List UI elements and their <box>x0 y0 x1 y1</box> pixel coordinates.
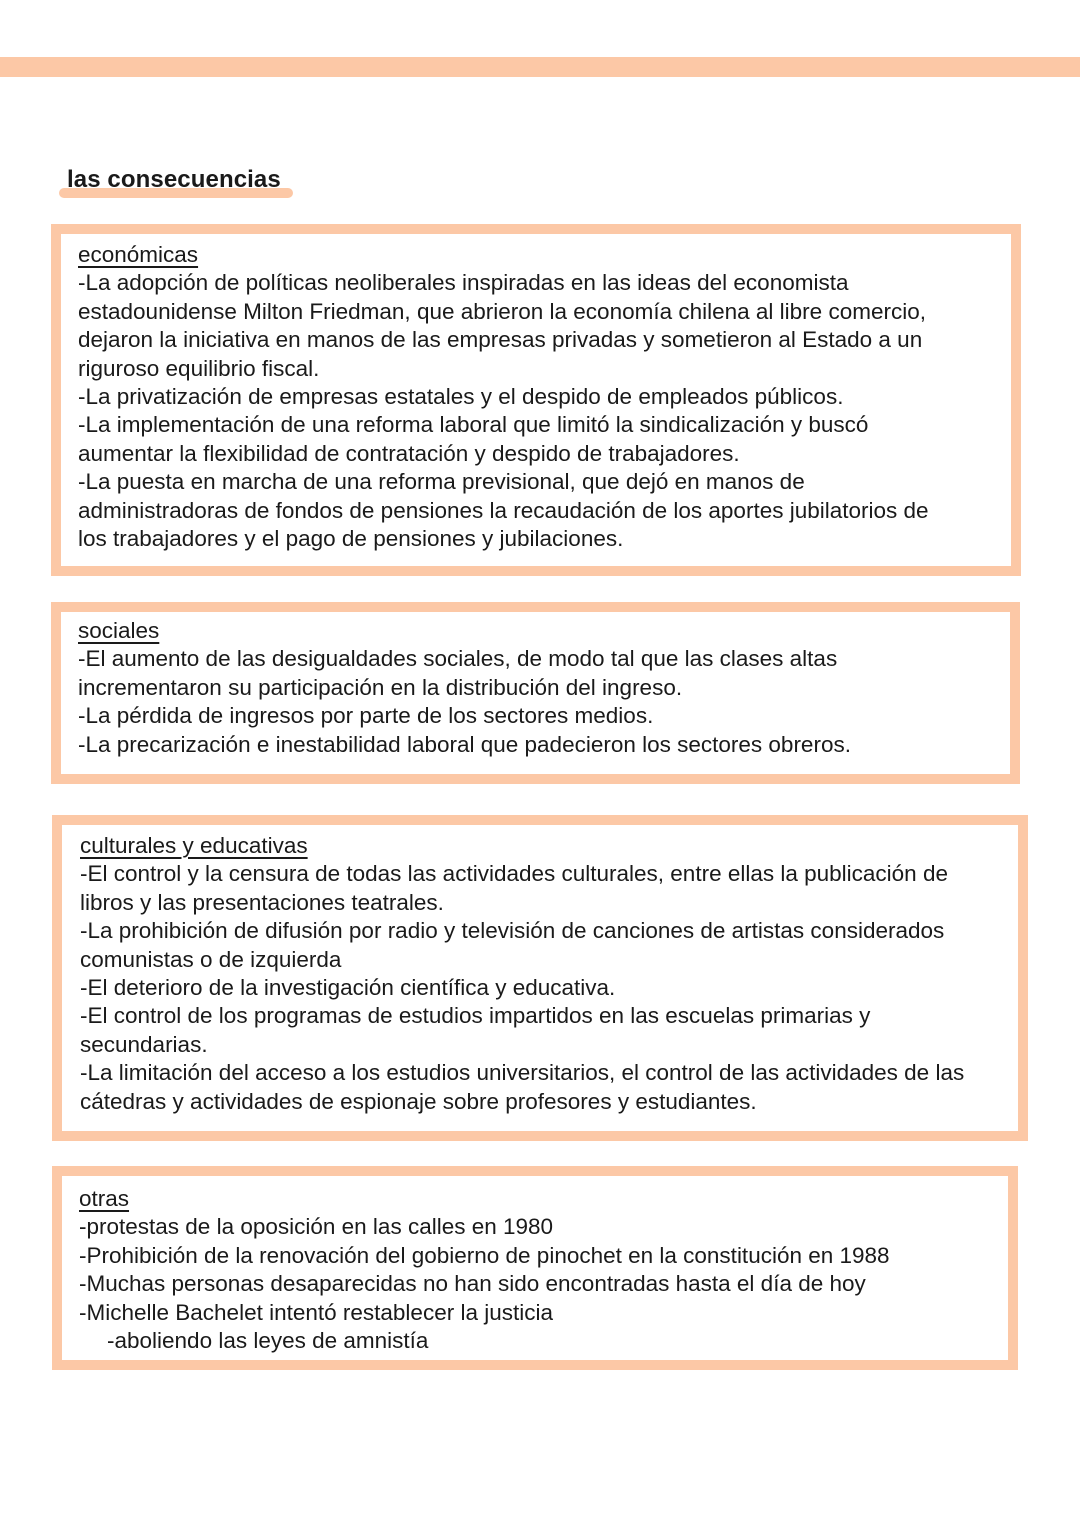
text-line: estadounidense Milton Friedman, que abrieron la economía chilena al libre comercio, <box>78 298 926 324</box>
text-line: aumentar la flexibilidad de contratación y despido de trabajadores. <box>78 440 740 466</box>
text-line: -El control de los programas de estudios impartidos en las escuelas primarias y <box>80 1003 871 1029</box>
text-line: dejaron la iniciativa en manos de las empresas privadas y sometieron al Estado a un <box>78 327 923 353</box>
text-line: -La adopción de políticas neoliberales inspiradas en las ideas del economista <box>78 270 849 296</box>
section-sociales <box>51 602 1020 784</box>
heading-text: las consecuencias <box>67 166 281 193</box>
text-line: -Muchas personas desaparecidas no han sido encontradas hasta el día de hoy <box>79 1271 866 1297</box>
text-line: -La puesta en marcha de una reforma previsional, que dejó en manos de <box>78 469 805 495</box>
text-line: -Prohibición de la renovación del gobierno de pinochet en la constitución en 1988 <box>79 1242 890 1268</box>
section-culturales <box>52 815 1028 1141</box>
text-line: -La prohibición de difusión por radio y televisión de canciones de artistas considerados <box>80 918 945 944</box>
section-otras-content <box>79 1185 890 1355</box>
text-line: -El control y la censura de todas las actividades culturales, entre ellas la publicación de <box>80 861 948 887</box>
text-line: cátedras y actividades de espionaje sobre profesores y estudiantes. <box>80 1088 757 1114</box>
text-line: libros y las presentaciones teatrales. <box>80 889 444 915</box>
section-economicas-content <box>78 241 929 553</box>
text-line: comunistas o de izquierda <box>80 946 342 972</box>
top-accent-bar <box>0 57 1080 77</box>
section-economicas <box>51 224 1021 576</box>
text-line: riguroso equilibrio fiscal. <box>78 355 320 381</box>
text-line-indented: -aboliendo las leyes de amnistía <box>107 1328 429 1354</box>
text-line: incrementaron su participación en la distribución del ingreso. <box>78 674 683 700</box>
text-line: -Michelle Bachelet intentó restablecer la justicia <box>79 1299 553 1325</box>
text-line: -El deterioro de la investigación científica y educativa. <box>80 975 616 1001</box>
text-line: -La pérdida de ingresos por parte de los sectores medios. <box>78 703 654 729</box>
text-line: -La implementación de una reforma laboral que limitó la sindicalización y buscó <box>78 412 869 438</box>
section-culturales-content <box>80 832 964 1116</box>
text-line: los trabajadores y el pago de pensiones y jubilaciones. <box>78 526 624 552</box>
section-title-culturales: culturales y educativas <box>80 833 308 858</box>
section-title-economicas: económicas <box>78 242 199 267</box>
text-line: -La privatización de empresas estatales y el despido de empleados públicos. <box>78 384 844 410</box>
text-line: administradoras de fondos de pensiones la recaudación de los aportes jubilatorios de <box>78 497 929 523</box>
text-line: -El aumento de las desigualdades sociales, de modo tal que las clases altas <box>78 646 838 672</box>
section-title-sociales: sociales <box>78 618 160 643</box>
page-heading <box>59 166 287 194</box>
section-otras <box>52 1166 1018 1370</box>
text-line: -La precarización e inestabilidad laboral que padecieron los sectores obreros. <box>78 731 851 757</box>
section-sociales-content <box>78 617 851 759</box>
section-title-otras: otras <box>79 1186 130 1211</box>
text-line: -protestas de la oposición en las calles en 1980 <box>79 1214 554 1240</box>
text-line: -La limitación del acceso a los estudios universitarios, el control de las actividades de las <box>80 1060 965 1086</box>
text-line: secundarias. <box>80 1031 208 1057</box>
